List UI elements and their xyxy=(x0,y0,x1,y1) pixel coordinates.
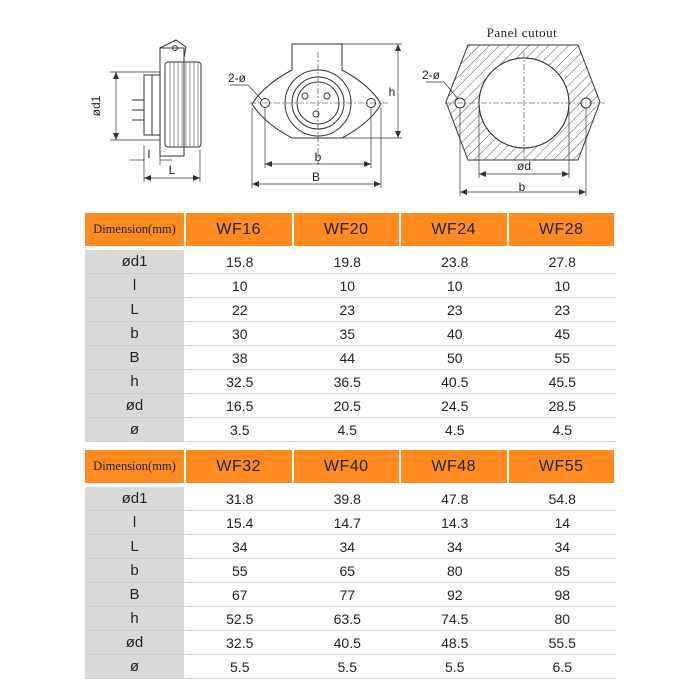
table-cell: 4.5 xyxy=(294,418,402,442)
table-cell: 36.5 xyxy=(294,370,402,394)
table-row xyxy=(85,250,616,274)
dimension-header: Dimension(mm) xyxy=(85,450,184,483)
dimension-table-2 xyxy=(85,450,616,679)
table-row xyxy=(85,535,616,559)
model-header: WF48 xyxy=(401,450,507,483)
row-label: b xyxy=(85,559,186,583)
d1-label: ød1 xyxy=(89,95,103,117)
model-header: WF28 xyxy=(509,213,615,246)
row-label: ød1 xyxy=(85,250,186,274)
panel-cutout-view xyxy=(426,45,605,196)
row-label: b xyxy=(85,322,186,346)
table-cell: 35 xyxy=(294,322,402,346)
table-cell: 5.5 xyxy=(294,655,402,679)
table-cell: 45 xyxy=(509,322,617,346)
row-label: B xyxy=(85,583,186,607)
table-cell: 32.5 xyxy=(186,370,294,394)
front-b-label: b xyxy=(314,150,322,164)
table-cell: 15.8 xyxy=(186,250,294,274)
table-cell: 47.8 xyxy=(401,487,509,511)
table-cell: 32.5 xyxy=(186,631,294,655)
table-cell: 63.5 xyxy=(294,607,402,631)
table-cell: 45.5 xyxy=(509,370,617,394)
table-cell: 30 xyxy=(186,322,294,346)
table-cell: 98 xyxy=(509,583,617,607)
table-cell: 23.8 xyxy=(401,250,509,274)
model-header: WF24 xyxy=(401,213,507,246)
table-cell: 23 xyxy=(401,298,509,322)
table-cell: 10 xyxy=(509,274,617,298)
model-header: WF16 xyxy=(186,213,292,246)
table-row xyxy=(85,322,616,346)
table-cell: 54.8 xyxy=(509,487,617,511)
table-cell: 74.5 xyxy=(401,607,509,631)
dimension-header: Dimension(mm) xyxy=(85,213,184,246)
table-cell: 34 xyxy=(509,535,617,559)
table-cell: 3.5 xyxy=(186,418,294,442)
table-cell: 77 xyxy=(294,583,402,607)
front-h-label: h xyxy=(388,85,396,99)
table-cell: 23 xyxy=(509,298,617,322)
table-cell: 34 xyxy=(401,535,509,559)
row-label: ød1 xyxy=(85,487,186,511)
table-cell: 55.5 xyxy=(509,631,617,655)
row-label: L xyxy=(85,535,186,559)
row-label: h xyxy=(85,607,186,631)
table-cell: 10 xyxy=(294,274,402,298)
L-label: L xyxy=(168,163,176,177)
l-label: l xyxy=(147,147,151,161)
table-cell: 28.5 xyxy=(509,394,617,418)
table-row xyxy=(85,394,616,418)
table-cell: 40.5 xyxy=(294,631,402,655)
cutout-b-label: b xyxy=(518,180,526,194)
model-header: WF32 xyxy=(186,450,292,483)
table-cell: 39.8 xyxy=(294,487,402,511)
table-row xyxy=(85,583,616,607)
table-cell: 4.5 xyxy=(509,418,617,442)
table-row xyxy=(85,559,616,583)
model-header: WF20 xyxy=(294,213,400,246)
front-hole-label: 2-ø xyxy=(228,71,246,85)
table-cell: 40 xyxy=(401,322,509,346)
table-cell: 85 xyxy=(509,559,617,583)
table-row xyxy=(85,655,616,679)
table-cell: 27.8 xyxy=(509,250,617,274)
table-row xyxy=(85,631,616,655)
table-cell: 19.8 xyxy=(294,250,402,274)
table-header-row xyxy=(85,213,616,250)
row-label: ø xyxy=(85,418,186,442)
drawing-svg xyxy=(0,0,700,205)
model-header: WF40 xyxy=(294,450,400,483)
front-B-label: B xyxy=(311,170,321,184)
table-cell: 6.5 xyxy=(509,655,617,679)
table-cell: 14.3 xyxy=(401,511,509,535)
table-row xyxy=(85,346,616,370)
table-row xyxy=(85,370,616,394)
row-label: l xyxy=(85,274,186,298)
table-cell: 80 xyxy=(509,607,617,631)
table-cell: 14.7 xyxy=(294,511,402,535)
table-row xyxy=(85,418,616,442)
table-row xyxy=(85,298,616,322)
table-cell: 34 xyxy=(186,535,294,559)
model-header: WF55 xyxy=(509,450,615,483)
row-label: ød xyxy=(85,631,186,655)
technical-drawing xyxy=(0,0,700,205)
table-cell: 65 xyxy=(294,559,402,583)
table-cell: 5.5 xyxy=(401,655,509,679)
table-row xyxy=(85,607,616,631)
front-view xyxy=(230,44,402,188)
table-cell: 22 xyxy=(186,298,294,322)
table-cell: 48.5 xyxy=(401,631,509,655)
table-cell: 55 xyxy=(509,346,617,370)
table-row xyxy=(85,274,616,298)
row-label: ød xyxy=(85,394,186,418)
table-row xyxy=(85,487,616,511)
table-cell: 50 xyxy=(401,346,509,370)
table-cell: 44 xyxy=(294,346,402,370)
row-label: L xyxy=(85,298,186,322)
table-row xyxy=(85,511,616,535)
table-cell: 20.5 xyxy=(294,394,402,418)
row-label: l xyxy=(85,511,186,535)
table-cell: 4.5 xyxy=(401,418,509,442)
table-cell: 16.5 xyxy=(186,394,294,418)
side-view xyxy=(110,40,201,182)
table-cell: 31.8 xyxy=(186,487,294,511)
table-cell: 34 xyxy=(294,535,402,559)
table-cell: 15.4 xyxy=(186,511,294,535)
table-cell: 67 xyxy=(186,583,294,607)
cutout-d-label: ød xyxy=(516,159,532,173)
table-cell: 23 xyxy=(294,298,402,322)
table-cell: 10 xyxy=(401,274,509,298)
table-cell: 38 xyxy=(186,346,294,370)
table-cell: 92 xyxy=(401,583,509,607)
row-label: B xyxy=(85,346,186,370)
row-label: ø xyxy=(85,655,186,679)
table-cell: 24.5 xyxy=(401,394,509,418)
table-cell: 10 xyxy=(186,274,294,298)
table-cell: 55 xyxy=(186,559,294,583)
table-cell: 40.5 xyxy=(401,370,509,394)
cutout-hole-label: 2-ø xyxy=(422,68,440,82)
table-cell: 52.5 xyxy=(186,607,294,631)
panel-cutout-title: Panel cutout xyxy=(486,25,558,40)
table-cell: 5.5 xyxy=(186,655,294,679)
table-cell: 80 xyxy=(401,559,509,583)
dimension-table-1 xyxy=(85,213,616,442)
table-header-row xyxy=(85,450,616,487)
table-cell: 14 xyxy=(509,511,617,535)
row-label: h xyxy=(85,370,186,394)
